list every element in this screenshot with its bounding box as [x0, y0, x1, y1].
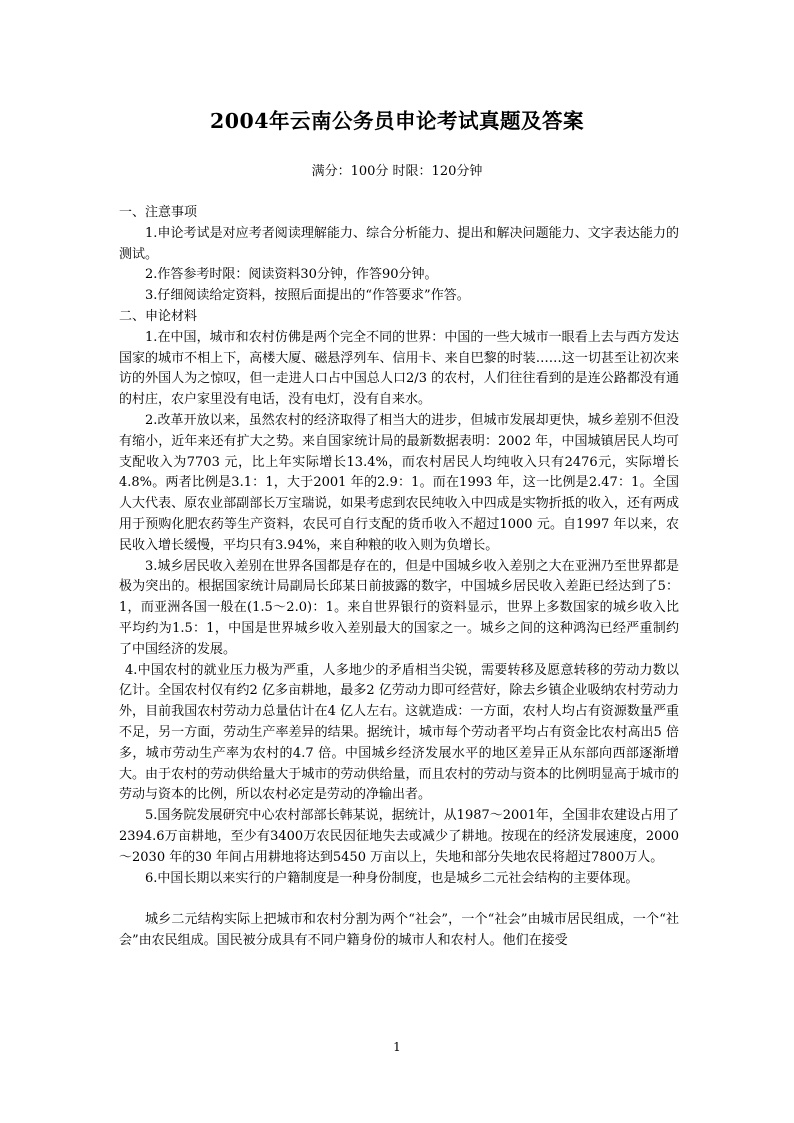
section-heading: 二、申论材料	[119, 308, 198, 324]
exam-info: 满分：100分 时限：120分钟	[311, 164, 483, 179]
page-number: 1	[393, 1040, 401, 1054]
paragraph: 5.国务院发展研究中心农村部部长韩某说，据统计，从1987～2001年，全国非农建设占用了2394.6万亩耕地，至少有3400万农民因征地失去或减少了耕地。按现在的经济发展速度，2000～2030 年的30 年间占用耕地将达到5450 万亩以上，失地和部分失地农民将超过7800万人。	[119, 808, 679, 865]
paragraph: 4.中国农村的就业压力极为严重，人多地少的矛盾相当尖锐，需要转移及愿意转移的劳动力数以亿计。全国农村仅有约2 亿多亩耕地，最多2 亿劳动力即可经营好，除去乡镇企业吸纳农村劳动力外，目前我国农村劳动力总量估计在4 亿人左右。这就造成：一方面，农村人均占有资源数量严重不足，另一方面，劳动生产率差异的结果。据统计，城市每个劳动者平均占有资金比农村高出5 倍多，城市劳动生产率为农村的4.7 倍。中国城乡经济发展水平的地区差异正从东部向西部逐渐增大。由于农村的劳动供给量大于城市的劳动供给量，而且农村的劳动与资本的比例明显高于城市的劳动与资本的比例，所以农村必定是劳动的净输出者。	[119, 662, 679, 803]
paragraph: 6.中国长期以来实行的户籍制度是一种身份制度，也是城乡二元社会结构的主要体现。	[145, 870, 639, 886]
paragraph: 1.申论考试是对应考者阅读理解能力、综合分析能力、提出和解决问题能力、文字表达能力的测试。	[119, 225, 679, 262]
paragraph: 3.城乡居民收入差别在世界各国都是存在的，但是中国城乡收入差别之大在亚洲乃至世界都是极为突出的。根据国家统计局副局长邱某日前披露的数字，中国城乡居民收入差距已经达到了5：1，而亚洲各国一般在(1.5～2.0)：1。来自世界银行的资料显示，世界上多数国家的城乡收入比平均约为1.5：1，中国是世界城乡收入差别最大的国家之一。城乡之间的这种鸿沟已经严重制约了中国经济的发展。	[119, 558, 679, 657]
paragraph: 城乡二元结构实际上把城市和农村分割为两个“社会”，一个“社会”由城市居民组成，一个“社会”由农民组成。国民被分成具有不同户籍身份的城市人和农村人。他们在接受	[119, 912, 679, 948]
section-heading: 一、注意事项	[119, 205, 198, 220]
paragraph: 3.仔细阅读给定资料，按照后面提出的“作答要求”作答。	[145, 288, 470, 304]
paragraph: 1.在中国，城市和农村仿佛是两个完全不同的世界：中国的一些大城市一眼看上去与西方发达国家的城市不相上下，高楼大厦、磁悬浮列车、信用卡、来自巴黎的时装……这一切甚至让初次来访的外国人为之惊叹，但一走进人口占中国总人口2/3 的农村，人们往往看到的是连公路都没有通的村庄，农户家里没有电话，没有电灯，没有自来水。	[119, 329, 679, 408]
paragraph: 2.改革开放以来，虽然农村的经济取得了相当大的进步，但城市发展却更快，城乡差别不但没有缩小，近年来还有扩大之势。来自国家统计局的最新数据表明：2002 年，中国城镇居民人均可支配收入为7703 元，比上年实际增长13.4%，而农村居民人均纯收入只有2476元，实际增长4.8%。两者比例是3.1：1，大于2001 年的2.9：1。而在1993 年，这一比例是2.47：1。全国人大代表、原农业部副部长万宝瑞说，如果考虑到农民纯收入中四成是实物折抵的收入，还有两成用于预购化肥农药等生产资料，农民可自行支配的货币收入不超过1000 元。自1997 年以来，农民收入增长缓慢，平均只有3.94%，来自种粮的收入则为负增长。	[119, 412, 679, 553]
paragraph: 2.作答参考时限：阅读资料30分钟，作答90分钟。	[145, 267, 438, 283]
page-title: 2004年云南公务员申论考试真题及答案	[209, 109, 585, 133]
document-body	[119, 203, 679, 952]
